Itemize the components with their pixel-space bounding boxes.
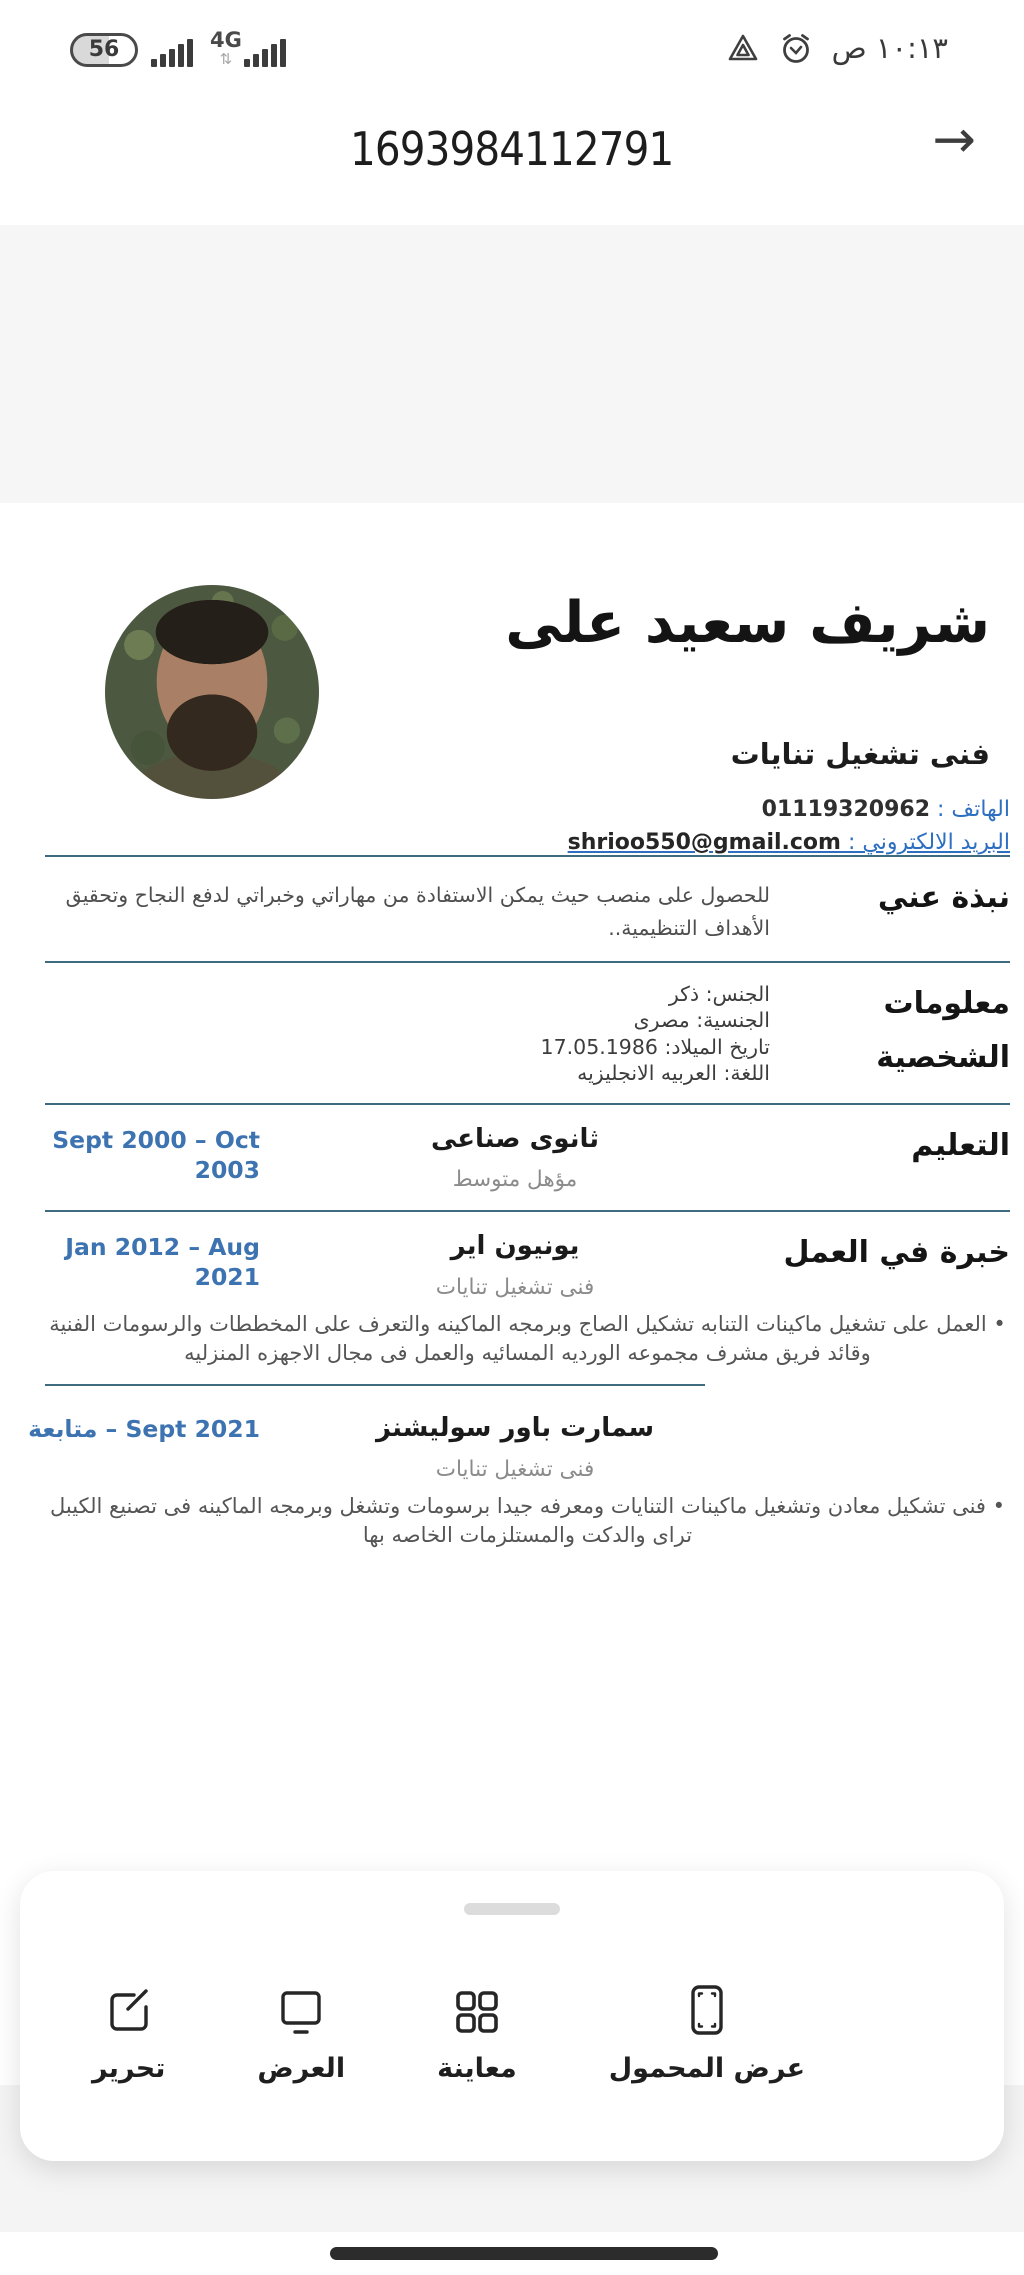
email-value: shrioo550@gmail.com: [567, 830, 841, 855]
mobile-view-label: عرض المحمول: [608, 2053, 806, 2084]
cv-contact: [568, 793, 1010, 859]
degree: مؤهل متوسط: [452, 1167, 578, 1193]
personal-list: [45, 973, 770, 1087]
experience-date: Jan 2012 – Aug 2021: [65, 1233, 260, 1292]
preview-label: معاينة: [437, 2053, 517, 2084]
page-title: 1693984112791: [350, 122, 674, 176]
phone-frame-icon: [682, 1983, 732, 2037]
personal-item: تاريخ الميلاد: 17.05.1986: [540, 1034, 770, 1059]
clock-time: ١٠:١٣ ص: [831, 31, 948, 65]
forward-arrow-icon[interactable]: →: [932, 110, 976, 170]
phone-value: 01119320962: [761, 797, 931, 822]
section-personal: [45, 963, 1010, 1103]
grid-icon: [452, 1983, 502, 2037]
gray-band: [0, 225, 1024, 503]
about-text: للحصول على منصب حيث يمكن الاستفادة من مهاراتي وخبراتي لدفع النجاح وتحقيق الأهداف التنظيمية..: [65, 883, 770, 940]
entry-divider: [45, 1384, 705, 1386]
experience-date: Sept 2021 – متابعة: [28, 1415, 260, 1444]
education-date: Sept 2000 – Oct 2003: [52, 1125, 260, 1184]
signal-bars-icon: [151, 35, 197, 67]
monitor-icon: [275, 1983, 327, 2037]
app-header: [0, 90, 1024, 225]
cv-name: شريف سعيد على: [505, 590, 990, 656]
personal-item: الجنس: ذكر: [668, 981, 770, 1006]
cv-body: [28, 855, 1010, 1566]
drag-handle[interactable]: [464, 1903, 560, 1915]
signal-bars-2-icon: [244, 35, 290, 67]
experience-title: خبرة في العمل: [783, 1235, 1010, 1271]
battery-level: 56: [88, 36, 120, 62]
mobile-view-button[interactable]: [609, 1983, 805, 2084]
phone-label: الهاتف :: [930, 797, 1010, 822]
home-strip: [0, 2232, 1024, 2275]
education-title: التعليم: [911, 1127, 1010, 1163]
section-experience: [28, 1212, 1010, 1565]
company-name: يونيون اير: [450, 1231, 580, 1262]
job-role: فنى تشغيل تنايات: [435, 1456, 595, 1482]
experience-entry: [260, 1404, 770, 1484]
preview-button[interactable]: [437, 1983, 517, 2084]
section-about: [45, 857, 1010, 961]
phone-line: [568, 793, 1010, 826]
experience-description: • فنى تشكيل معادن وتشغيل ماكينات التنايات ومعرفه جيدا برسومات وتشغل وبرمجه الماكينه فى تصنيع الكيبل تراى والدكت والمستلزمات الخاصه بها: [49, 1493, 1006, 1547]
display-button[interactable]: [257, 1983, 345, 2084]
edit-label: تحرير: [92, 2053, 166, 2084]
data-arrows-icon: ⇅: [219, 49, 233, 68]
section-education: [45, 1105, 1010, 1211]
alarm-clock-icon: [778, 31, 814, 65]
status-bar: [0, 0, 1024, 90]
personal-item: اللغة: العربيه الانجليزيه: [577, 1061, 770, 1086]
cv-job-title: فنى تشغيل تنايات: [730, 737, 990, 771]
triangle-badge-icon: [726, 32, 760, 64]
sheet-buttons-row: [20, 1983, 1004, 2084]
edit-icon: [104, 1983, 154, 2037]
home-indicator[interactable]: [330, 2247, 718, 2260]
edit-button[interactable]: [92, 1983, 165, 2084]
company-name: سمارت باور سوليشنز: [375, 1413, 655, 1444]
personal-title: معلومات الشخصية: [876, 985, 1010, 1075]
profile-photo: [105, 585, 319, 799]
display-label: العرض: [257, 2053, 346, 2084]
experience-description: • العمل على تشغيل ماكينات التنابه تشكيل الصاج وبرمجه الماكينه والتعرف على المخططات والرسومات الفنية وقائد فريق مشرف مجموعه الورديه المسائيه والعمل فى مجال الاجهزه المنزليه: [49, 1312, 1006, 1366]
experience-entry: [260, 1222, 770, 1302]
about-title: نبذة عني: [877, 880, 1010, 915]
status-right-cluster: [726, 31, 948, 65]
education-entry: [260, 1115, 770, 1195]
network-type-label: 4G: [210, 27, 242, 52]
job-role: فنى تشغيل تنايات: [435, 1275, 595, 1301]
network-cluster: [210, 27, 290, 68]
battery-icon: [70, 33, 138, 67]
status-left-cluster: [70, 27, 290, 68]
bottom-sheet: [20, 1871, 1004, 2161]
personal-item: الجنسية: مصرى: [633, 1008, 770, 1033]
email-label: البريد الالكتروني :: [840, 830, 1010, 855]
school-name: ثانوى صناعى: [430, 1123, 600, 1154]
